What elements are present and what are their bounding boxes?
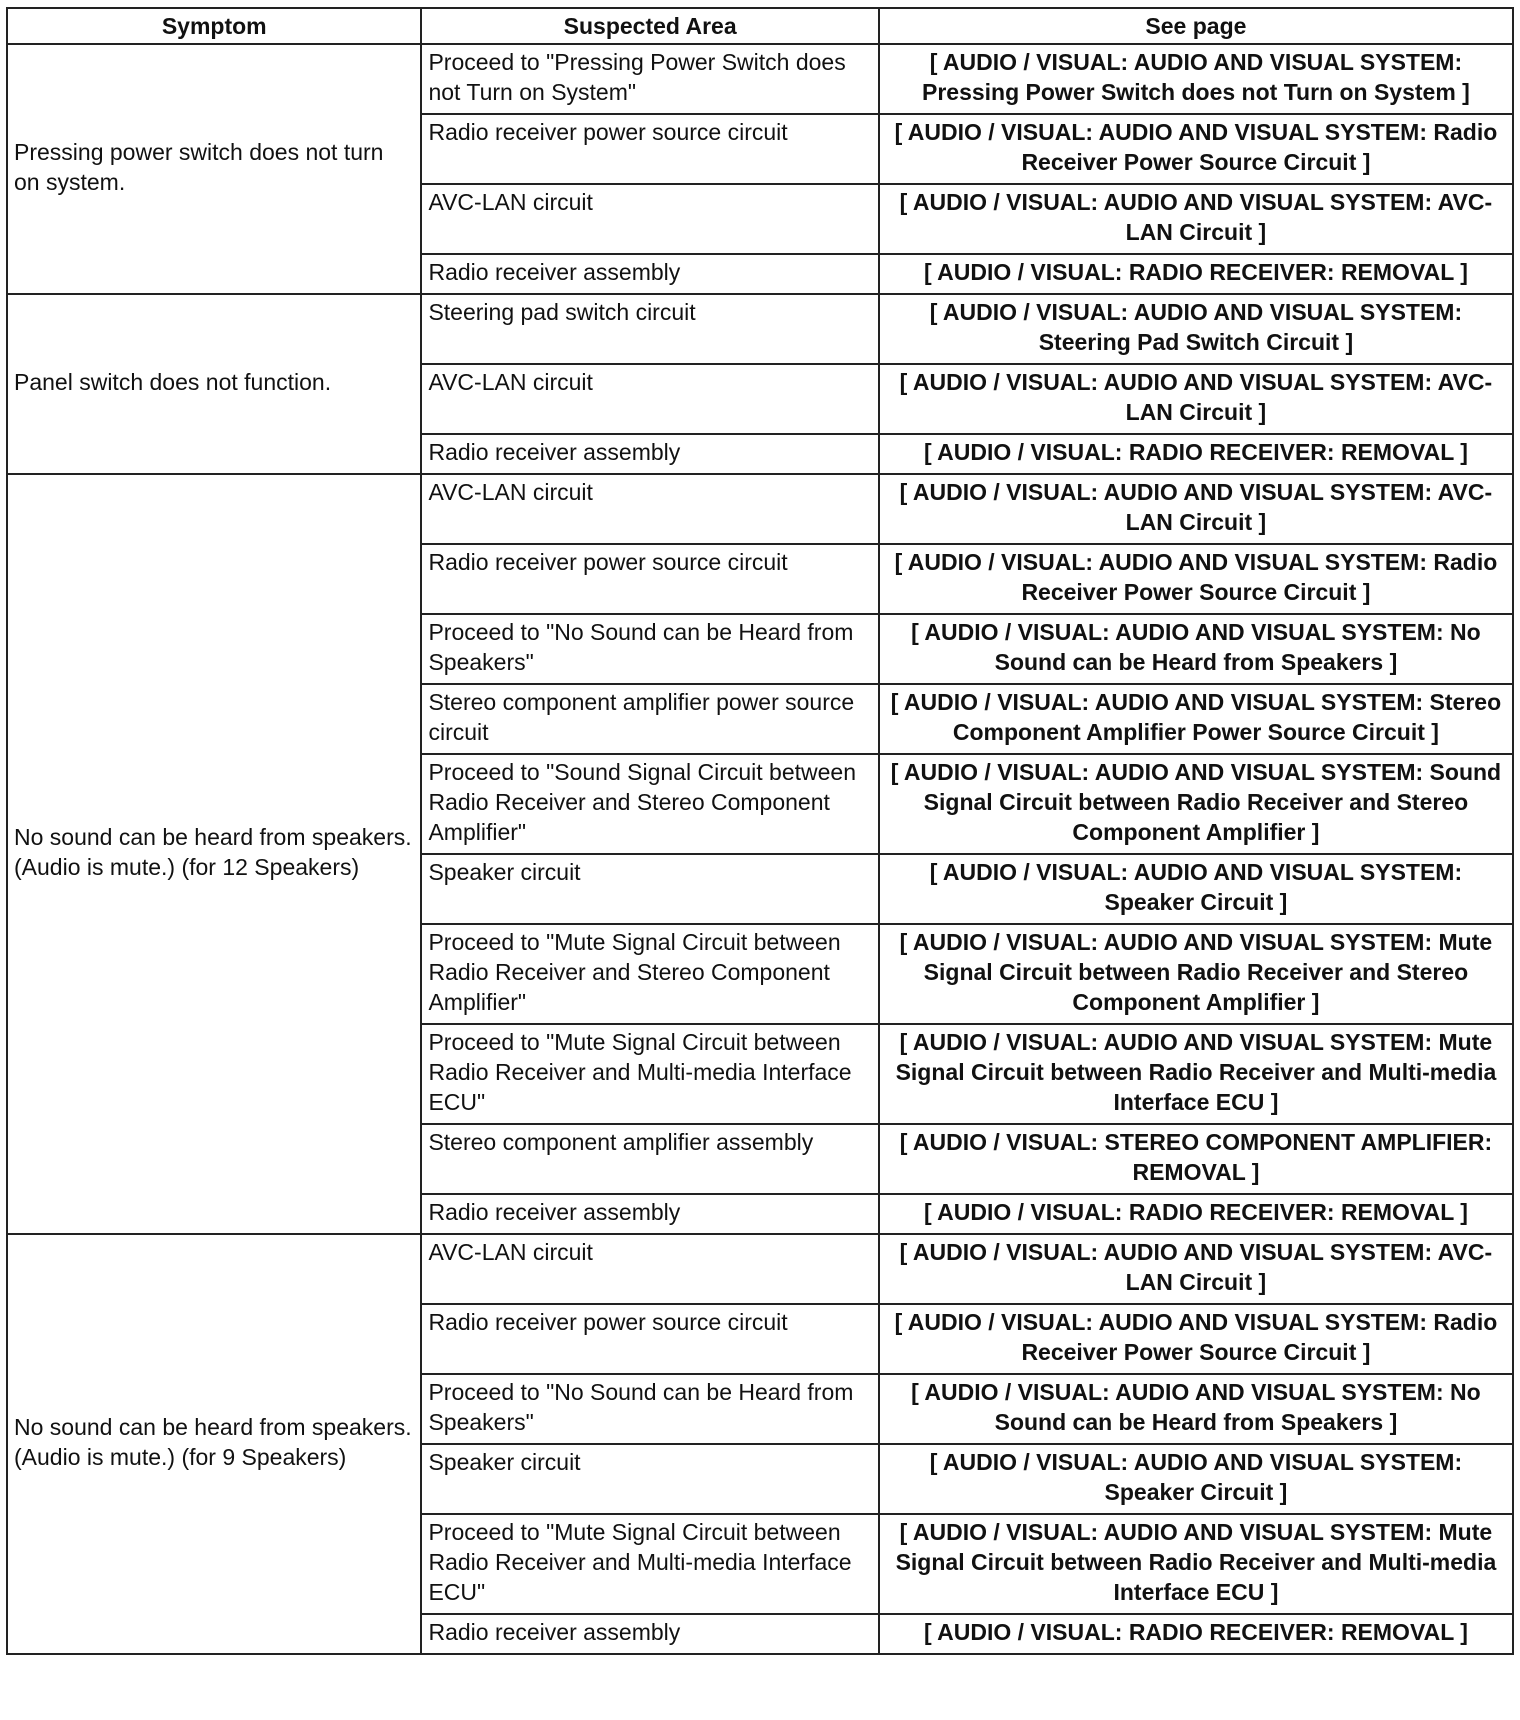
symptom-cell: No sound can be heard from speakers. (Audio is mute.) (for 12 Speakers) xyxy=(7,474,421,1234)
suspected-area-cell: Radio receiver assembly xyxy=(421,434,878,474)
suspected-area-cell: Proceed to "No Sound can be Heard from Speakers" xyxy=(421,1374,878,1444)
symptom-cell: Panel switch does not function. xyxy=(7,294,421,474)
see-page-link[interactable]: [ AUDIO / VISUAL: AUDIO AND VISUAL SYSTEM: AVC-LAN Circuit ] xyxy=(879,1234,1513,1304)
see-page-link[interactable]: [ AUDIO / VISUAL: AUDIO AND VISUAL SYSTEM: AVC-LAN Circuit ] xyxy=(879,474,1513,544)
suspected-area-cell: Proceed to "Mute Signal Circuit between Radio Receiver and Multi-media Interface ECU" xyxy=(421,1514,878,1614)
see-page-link[interactable]: [ AUDIO / VISUAL: AUDIO AND VISUAL SYSTEM: Radio Receiver Power Source Circuit ] xyxy=(879,544,1513,614)
see-page-link[interactable]: [ AUDIO / VISUAL: RADIO RECEIVER: REMOVAL ] xyxy=(879,254,1513,294)
troubleshooting-table xyxy=(6,7,1514,1655)
suspected-area-cell: Proceed to "Mute Signal Circuit between Radio Receiver and Multi-media Interface ECU" xyxy=(421,1024,878,1124)
suspected-area-cell: AVC-LAN circuit xyxy=(421,1234,878,1304)
see-page-link[interactable]: [ AUDIO / VISUAL: RADIO RECEIVER: REMOVAL ] xyxy=(879,1614,1513,1654)
suspected-area-cell: Proceed to "No Sound can be Heard from Speakers" xyxy=(421,614,878,684)
suspected-area-cell: AVC-LAN circuit xyxy=(421,474,878,544)
see-page-link[interactable]: [ AUDIO / VISUAL: AUDIO AND VISUAL SYSTEM: AVC-LAN Circuit ] xyxy=(879,364,1513,434)
suspected-area-cell: Speaker circuit xyxy=(421,1444,878,1514)
table-row xyxy=(7,294,1513,364)
see-page-link[interactable]: [ AUDIO / VISUAL: AUDIO AND VISUAL SYSTEM: Sound Signal Circuit between Radio Receiver and Stereo Component Amplifier ] xyxy=(879,754,1513,854)
see-page-link[interactable]: [ AUDIO / VISUAL: AUDIO AND VISUAL SYSTEM: No Sound can be Heard from Speakers ] xyxy=(879,1374,1513,1444)
header-row xyxy=(7,8,1513,44)
see-page-link[interactable]: [ AUDIO / VISUAL: AUDIO AND VISUAL SYSTEM: Pressing Power Switch does not Turn on System ] xyxy=(879,44,1513,114)
table-body xyxy=(7,44,1513,1654)
table-header xyxy=(7,8,1513,44)
see-page-link[interactable]: [ AUDIO / VISUAL: STEREO COMPONENT AMPLIFIER: REMOVAL ] xyxy=(879,1124,1513,1194)
see-page-link[interactable]: [ AUDIO / VISUAL: AUDIO AND VISUAL SYSTEM: Radio Receiver Power Source Circuit ] xyxy=(879,114,1513,184)
suspected-area-cell: Stereo component amplifier assembly xyxy=(421,1124,878,1194)
suspected-area-cell: Radio receiver assembly xyxy=(421,1614,878,1654)
suspected-area-cell: Proceed to "Mute Signal Circuit between Radio Receiver and Stereo Component Amplifier" xyxy=(421,924,878,1024)
suspected-area-cell: Radio receiver assembly xyxy=(421,1194,878,1234)
header-see-page: See page xyxy=(879,8,1513,44)
see-page-link[interactable]: [ AUDIO / VISUAL: AUDIO AND VISUAL SYSTEM: Stereo Component Amplifier Power Source Circuit ] xyxy=(879,684,1513,754)
see-page-link[interactable]: [ AUDIO / VISUAL: AUDIO AND VISUAL SYSTEM: No Sound can be Heard from Speakers ] xyxy=(879,614,1513,684)
suspected-area-cell: AVC-LAN circuit xyxy=(421,364,878,434)
see-page-link[interactable]: [ AUDIO / VISUAL: AUDIO AND VISUAL SYSTEM: Mute Signal Circuit between Radio Receiver and Multi-media Interface ECU ] xyxy=(879,1024,1513,1124)
suspected-area-cell: Radio receiver assembly xyxy=(421,254,878,294)
suspected-area-cell: Radio receiver power source circuit xyxy=(421,114,878,184)
suspected-area-cell: AVC-LAN circuit xyxy=(421,184,878,254)
symptom-cell: Pressing power switch does not turn on system. xyxy=(7,44,421,294)
suspected-area-cell: Radio receiver power source circuit xyxy=(421,1304,878,1374)
suspected-area-cell: Radio receiver power source circuit xyxy=(421,544,878,614)
suspected-area-cell: Speaker circuit xyxy=(421,854,878,924)
suspected-area-cell: Steering pad switch circuit xyxy=(421,294,878,364)
suspected-area-cell: Proceed to "Pressing Power Switch does not Turn on System" xyxy=(421,44,878,114)
see-page-link[interactable]: [ AUDIO / VISUAL: AUDIO AND VISUAL SYSTEM: Steering Pad Switch Circuit ] xyxy=(879,294,1513,364)
table-row xyxy=(7,44,1513,114)
see-page-link[interactable]: [ AUDIO / VISUAL: RADIO RECEIVER: REMOVAL ] xyxy=(879,1194,1513,1234)
see-page-link[interactable]: [ AUDIO / VISUAL: RADIO RECEIVER: REMOVAL ] xyxy=(879,434,1513,474)
header-suspected-area: Suspected Area xyxy=(421,8,878,44)
see-page-link[interactable]: [ AUDIO / VISUAL: AUDIO AND VISUAL SYSTEM: Mute Signal Circuit between Radio Receiver and Stereo Component Amplifier ] xyxy=(879,924,1513,1024)
table-row xyxy=(7,474,1513,544)
see-page-link[interactable]: [ AUDIO / VISUAL: AUDIO AND VISUAL SYSTEM: AVC-LAN Circuit ] xyxy=(879,184,1513,254)
see-page-link[interactable]: [ AUDIO / VISUAL: AUDIO AND VISUAL SYSTEM: Speaker Circuit ] xyxy=(879,854,1513,924)
see-page-link[interactable]: [ AUDIO / VISUAL: AUDIO AND VISUAL SYSTEM: Radio Receiver Power Source Circuit ] xyxy=(879,1304,1513,1374)
see-page-link[interactable]: [ AUDIO / VISUAL: AUDIO AND VISUAL SYSTEM: Speaker Circuit ] xyxy=(879,1444,1513,1514)
table-row xyxy=(7,1234,1513,1304)
suspected-area-cell: Proceed to "Sound Signal Circuit between Radio Receiver and Stereo Component Amplifier" xyxy=(421,754,878,854)
see-page-link[interactable]: [ AUDIO / VISUAL: AUDIO AND VISUAL SYSTEM: Mute Signal Circuit between Radio Receiver and Multi-media Interface ECU ] xyxy=(879,1514,1513,1614)
symptom-cell: No sound can be heard from speakers. (Audio is mute.) (for 9 Speakers) xyxy=(7,1234,421,1654)
suspected-area-cell: Stereo component amplifier power source circuit xyxy=(421,684,878,754)
header-symptom: Symptom xyxy=(7,8,421,44)
